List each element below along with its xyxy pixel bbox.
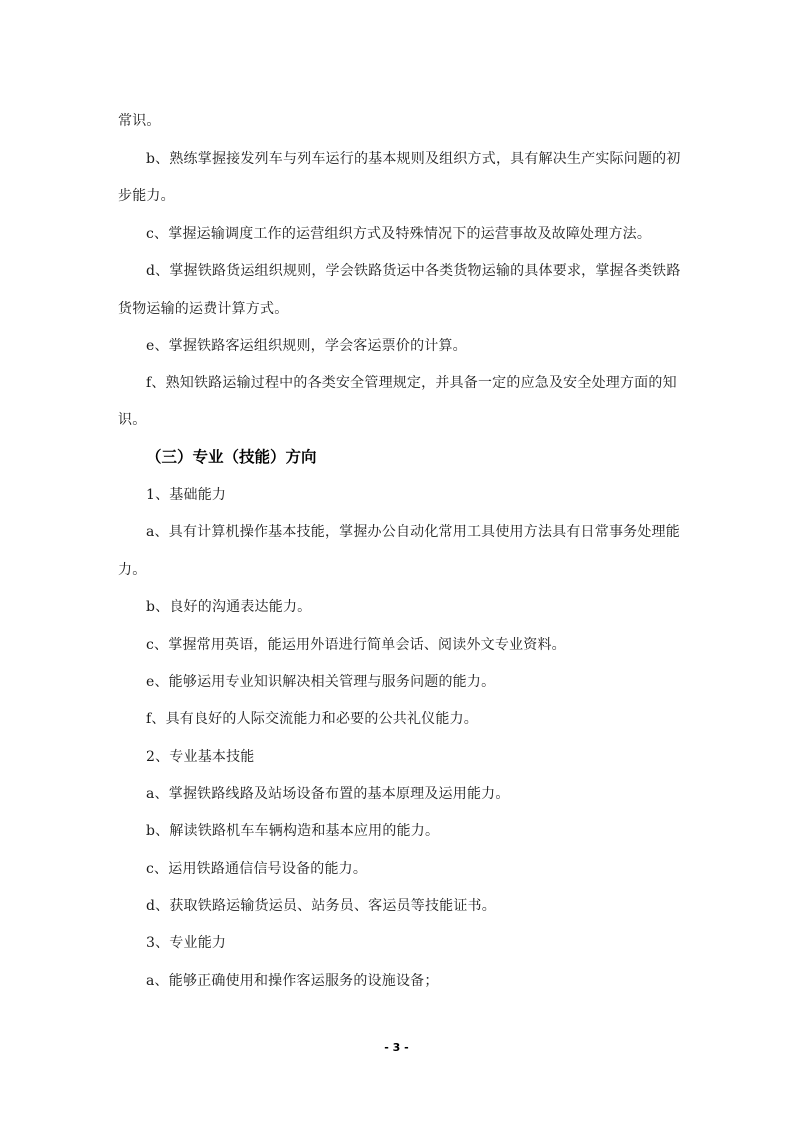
paragraph-line: d、获取铁路运输货运员、站务员、客运员等技能证书。 [146,898,496,914]
paragraph-line: 常识。 [118,113,161,129]
paragraph-line: f、熟知铁路运输过程中的各类安全管理规定，并具备一定的应急及安全处理方面的知 [146,375,677,391]
paragraph-line: e、能够运用专业知识解决相关管理与服务问题的能力。 [146,674,496,690]
paragraph-line: b、解读铁路机车车辆构造和基本应用的能力。 [146,823,440,839]
paragraph-line: e、掌握铁路客运组织规则，学会客运票价的计算。 [146,338,467,354]
paragraph-line: b、良好的沟通表达能力。 [146,599,312,615]
section-heading: （三）专业（技能）方向 [146,448,317,466]
subsection-title: 1、基础能力 [146,487,227,503]
subsection-title: 3、专业能力 [146,935,227,951]
paragraph-line: b、熟练掌握接发列车与列车运行的基本规则及组织方式，具有解决生产实际问题的初 [146,151,681,167]
paragraph-line: c、运用铁路通信信号设备的能力。 [146,861,368,877]
paragraph-line: c、掌握常用英语，能运用外语进行简单会话、阅读外文专业资料。 [146,637,566,653]
page-number: - 3 - [384,1041,409,1054]
paragraph-line: c、掌握运输调度工作的运营组织方式及特殊情况下的运营事故及故障处理方法。 [146,226,652,242]
subsection-title: 2、专业基本技能 [146,749,255,765]
paragraph-line: 力。 [118,562,147,578]
paragraph-line: d、掌握铁路货运组织规则，学会铁路货运中各类货物运输的具体要求，掌握各类铁路 [146,263,681,279]
paragraph-line: a、掌握铁路线路及站场设备布置的基本原理及运用能力。 [146,786,510,802]
paragraph-line: f、具有良好的人际交流能力和必要的公共礼仪能力。 [146,711,478,727]
paragraph-line: a、具有计算机操作基本技能，掌握办公自动化常用工具使用方法具有日常事务处理能 [146,524,680,540]
paragraph-line: a、能够正确使用和操作客运服务的设施设备； [146,973,439,989]
paragraph-line: 货物运输的运费计算方式。 [118,301,289,317]
paragraph-line: 识。 [118,412,147,428]
paragraph-line: 步能力。 [118,188,175,204]
